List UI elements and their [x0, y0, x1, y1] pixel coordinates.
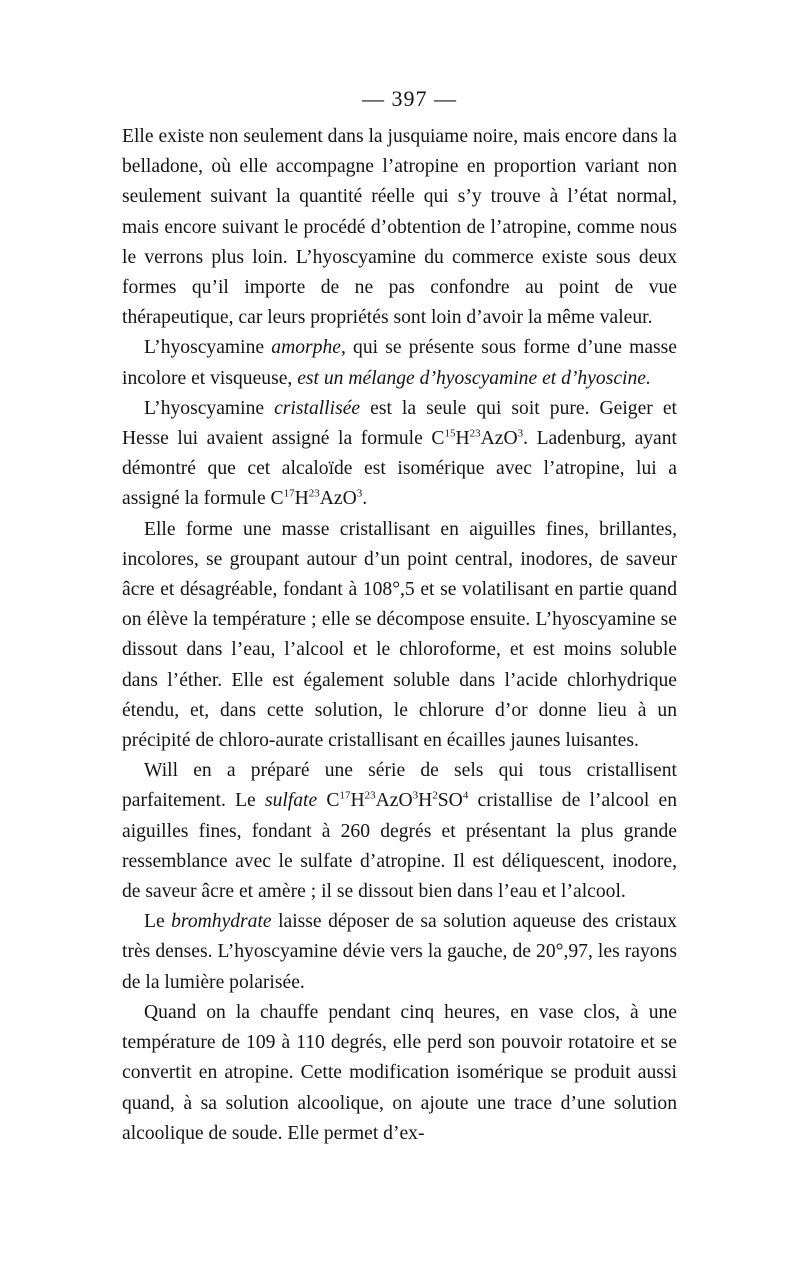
paragraph	[122, 998, 677, 1149]
formula-superscript: 17	[283, 487, 295, 500]
paragraph	[122, 122, 677, 333]
text-run: SO	[437, 790, 463, 812]
text-run: H	[350, 790, 365, 812]
text-run: Will en a préparé une série de sels qui tous cristallisent parfaitement. Le	[122, 760, 677, 812]
italic-text: bromhydrate	[171, 911, 272, 933]
text-run: H	[418, 790, 433, 812]
formula-superscript: 4	[462, 789, 469, 802]
italic-text: cristallisée	[274, 397, 361, 419]
paragraph	[122, 756, 677, 907]
text-run: AzO	[480, 428, 518, 450]
text-run: qui se présente sous forme d’une masse incolore et visqueuse,	[122, 337, 677, 389]
paragraph	[122, 394, 677, 515]
text-run: Elle existe non seulement dans la jusquiame noire, mais encore dans la belladone, où elle accompagne l’atropine en proportion variant non seulement suivant la quantité réelle qui s’y trouve à l’état normal, mais encore suivant le procédé d’obtention de l’atropine, comme nous le verrons plus loin. L’hyoscyamine du commerce existe sous deux formes qu’il importe de ne pas confondre au point de vue thérapeutique, car leurs propriétés sont loin d’avoir la même valeur.	[122, 126, 677, 329]
text-run: H	[294, 488, 309, 510]
body-text	[122, 122, 677, 1149]
text-run: Elle forme une masse cristallisant en aiguilles fines, brillantes, incolores, se groupant autour d’un point central, inodores, de saveur âcre et désagréable, fondant à 108°,5 et se volatilisant en partie quand on élève la température ; elle se décompose ensuite. L’hyoscyamine se dissout dans l’eau, l’alcool et le chloroforme, et est moins soluble dans l’éther. Elle est également soluble dans l’acide chlorhydrique étendu, et, dans cette solution, le chlorure d’or donne lieu à un précipité de chloro-aurate cristallisant en écailles jaunes luisantes.	[122, 518, 677, 752]
formula-superscript: 17	[339, 789, 351, 802]
text-run: L’hyoscyamine	[144, 397, 275, 419]
text-run: . Ladenburg, ayant démontré que cet alcaloïde est isomérique avec l’atropine, lui a assigné la formule C	[122, 428, 677, 510]
formula-superscript: 3	[517, 427, 524, 440]
formula-superscript: 23	[469, 427, 481, 440]
italic-text: amorphe,	[271, 337, 346, 359]
text-run: Le	[144, 911, 172, 933]
formula-superscript: 23	[364, 789, 376, 802]
italic-text: est un mélange d’hyoscyamine et d’hyoscine.	[297, 367, 651, 389]
text-run: AzO	[375, 790, 413, 812]
page-number: — 397 —	[362, 86, 457, 111]
text-run: Quand on la chauffe pendant cinq heures, en vase clos, à une température de 109 à 110 degrés, elle perd son pouvoir rotatoire et se convertit en atropine. Cette modification isomérique se produit aussi quand, à sa solution alcoolique, on ajoute une trace d’une solution alcoolique de soude. Elle permet d’ex-	[122, 1001, 677, 1144]
formula-superscript: 2	[432, 789, 438, 802]
italic-text: sulfate	[264, 790, 318, 812]
paragraph	[122, 907, 677, 998]
text-run: AzO	[319, 488, 357, 510]
text-run: C	[317, 790, 340, 812]
text-run: H	[455, 428, 470, 450]
paragraph	[122, 515, 677, 757]
formula-superscript: 3	[412, 789, 419, 802]
text-run: laisse déposer de sa solution aqueuse des cristaux très denses. L’hyoscyamine dévie vers la gauche, de 20°,97, les rayons de la lumière polarisée.	[122, 911, 677, 993]
formula-superscript: 15	[444, 427, 456, 440]
text-run: L’hyoscyamine	[144, 337, 272, 359]
text-run: .	[362, 488, 368, 510]
text-run: est la seule qui soit pure. Geiger et Hesse lui avaient assigné la formule C	[122, 397, 677, 450]
book-page	[122, 86, 677, 1149]
text-run: cristallise de l’alcool en aiguilles fines, fondant à 260 degrés et présentant la plus grande ressemblance avec le sulfate d’atropine. Il est déliquescent, inodore, de saveur âcre et amère ; il se dissout bien dans l’eau et l’alcool.	[122, 790, 678, 903]
formula-superscript: 3	[356, 487, 363, 500]
paragraph	[122, 333, 677, 393]
formula-superscript: 23	[308, 487, 320, 500]
